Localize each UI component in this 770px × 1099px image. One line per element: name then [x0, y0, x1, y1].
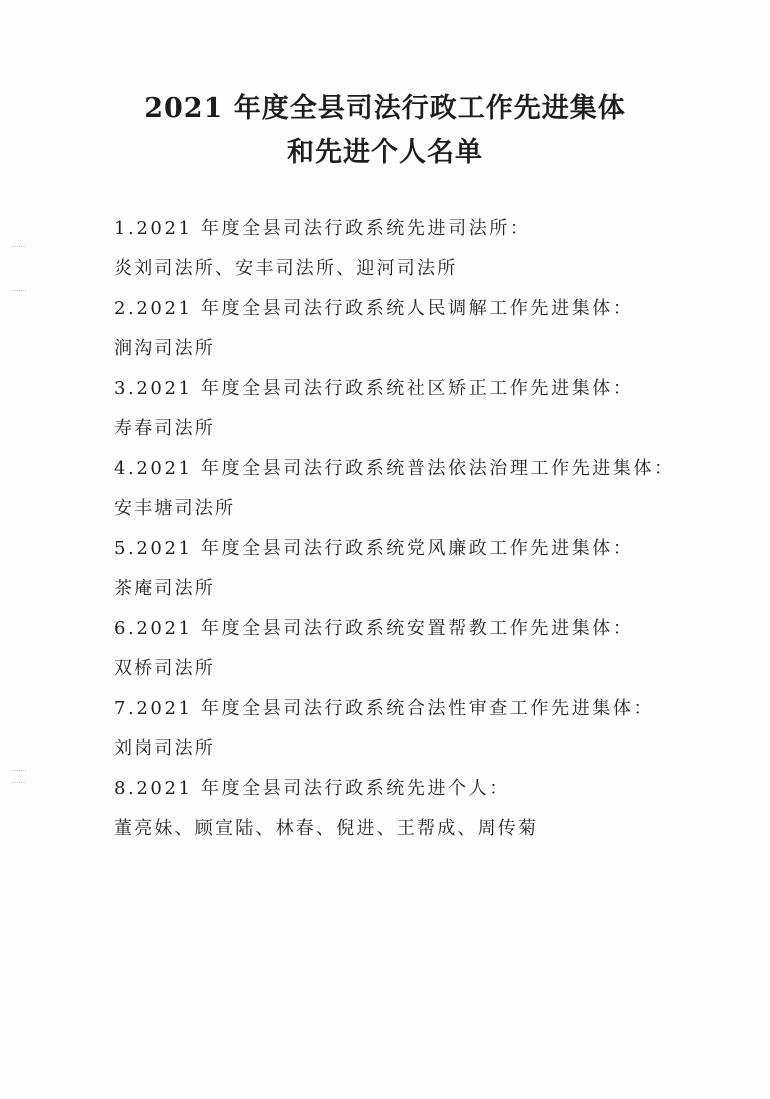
list-item: [114, 213, 734, 293]
recipient-names: 刘岗司法所: [114, 738, 215, 759]
recipient-names: 涧沟司法所: [114, 338, 215, 359]
document-title-line-2: 和先进个人名单: [287, 137, 483, 168]
list-item: [114, 453, 734, 533]
margin-mark: [12, 246, 26, 251]
recipient-names: 双桥司法所: [114, 658, 215, 679]
award-list: [114, 213, 734, 853]
category-heading: 6.2021 年度全县司法行政系统安置帮教工作先进集体：: [114, 618, 634, 639]
recipient-names: 安丰塘司法所: [114, 498, 236, 519]
recipient-names: 董亮妹、顾宣陆、林春、倪进、王帮成、周传菊: [114, 818, 539, 839]
category-heading: 8.2021 年度全县司法行政系统先进个人：: [114, 778, 510, 799]
list-item: [114, 373, 734, 453]
margin-mark: [12, 782, 26, 787]
category-heading: 3.2021 年度全县司法行政系统社区矫正工作先进集体：: [114, 378, 634, 399]
recipient-names: 寿春司法所: [114, 418, 215, 439]
recipient-names: 炎刘司法所、安丰司法所、迎河司法所: [114, 258, 458, 279]
list-item: [114, 533, 734, 613]
list-item: [114, 613, 734, 693]
list-item: [114, 773, 734, 853]
margin-mark: [12, 770, 26, 775]
category-heading: 5.2021 年度全县司法行政系统党风廉政工作先进集体：: [114, 538, 634, 559]
category-heading: 2.2021 年度全县司法行政系统人民调解工作先进集体：: [114, 298, 634, 319]
category-heading: 1.2021 年度全县司法行政系统先进司法所：: [114, 218, 531, 239]
list-item: [114, 693, 734, 773]
list-item: [114, 293, 734, 373]
category-heading: 7.2021 年度全县司法行政系统合法性审查工作先进集体：: [114, 698, 655, 719]
document-title-line-1: 2021 年度全县司法行政工作先进集体: [144, 93, 626, 124]
margin-mark: [12, 290, 26, 295]
category-heading: 4.2021 年度全县司法行政系统普法依法治理工作先进集体：: [114, 458, 675, 479]
recipient-names: 茶庵司法所: [114, 578, 215, 599]
